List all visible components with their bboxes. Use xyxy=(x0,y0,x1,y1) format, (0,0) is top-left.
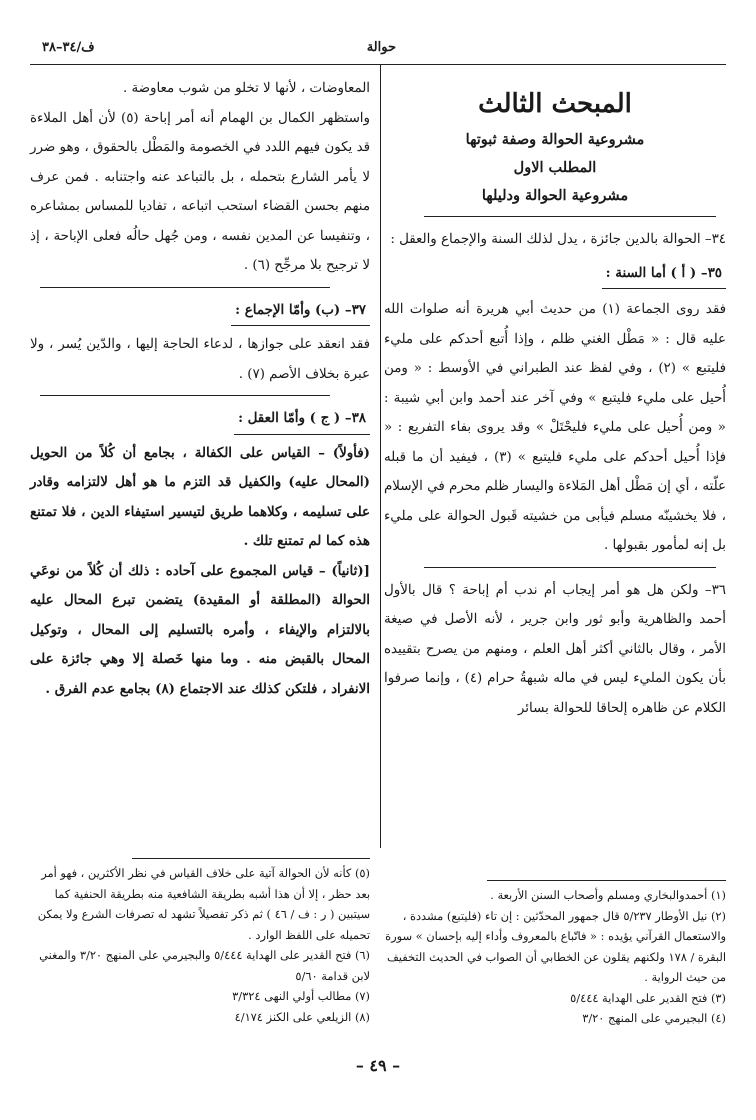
paragraph-37: فقد انعقد على جوازها ، لدعاء الحاجة إليها ، والدّين يُسر ، ولا عبرة بخلاف الأصم (٧) . xyxy=(30,337,370,382)
header-rule xyxy=(30,64,726,65)
page-header xyxy=(30,28,726,58)
footnote-8: (٨) الزيلعي على الكنز ٤/١٧٤ xyxy=(234,1009,370,1024)
footnote-7: (٧) مطالب أولي النهى ٣/٣٢٤ xyxy=(232,989,370,1003)
header-title: حوالة xyxy=(366,40,396,55)
column-divider xyxy=(380,64,381,848)
paragraph-rule xyxy=(40,395,330,396)
heading-rule xyxy=(424,216,716,217)
heading-reason: ٣٨– ( ج ) وأمّا العقل : xyxy=(234,404,370,435)
heading-sunnah: ٣٥– ( أ ) أما السنة : xyxy=(602,259,726,290)
footnote-3: (٣) فتح القدير على الهداية ٥/٤٤٤ xyxy=(570,990,726,1005)
paragraph-36: ٣٦– ولكن هل هو أمر إيجاب أم ندب أم إباحة ؟ قال بالأول أحمد والظاهرية وأبو ثور وابن جرير ، لأنه الأصل في صيغة الأمر ، وقال بالثاني أكثر أهل العلم ، ومنهم من يصرح بتقييده بأن يكون المليء ليس في ماله شبهةُ حرام (٤) ، وإنما صرفوا الكلام عن ظاهره إلحاقا للحوالة بسائر xyxy=(384,582,726,716)
footnote-5: (٥) كأنه لأن الحوالة آتية على خلاف القياس في نظر الأكثرين ، فهو أمر بعد حظر ، إلا أن هذا أشبه بطريقة الشافعية منه بطريقة الحنفية كما سيتبين ( ر : ف / ٤٦ ) ثم ذكر تفصيلاً تشهد له تصرفات الشرع ولا يمكن تحميله على اللفظ الوارد . xyxy=(37,866,370,942)
paragraph-35: فقد روى الجماعة (١) من حديث أبي هريرة أنه صلوات الله عليه قال : « مَطْل الغني ظلم ، وإذا أُتبع أحدكم على مليء فليتبع » (٢) ، وفي لفظ عند الطبراني في الأوسط : « ومن أُحيل على مليء فليتبع » وفي آخر عند أحمد وابن أبي شيبة : « ومن أُحيل على مليء فليحْتَلْ » وقد يروى بفاء التفريع : « فإذا أُحيل أحدكم على مليء فليتبع » (٣) ، فيفيد أن ما قبله علّته ، أي إن مَطْل أهل المَلاءة واليسار ظلم محرم في الإسلام ، فلا يخشينّه مسلم فيأبى من خشيته قَبول الحوالة على مليء بل إنه لمأمور بقبولها . xyxy=(384,302,727,553)
section-title: المبحث الثالث xyxy=(478,89,632,119)
paragraph-34: ٣٤– الحوالة بالدين جائزة ، يدل لذلك السنة والإجماع والعقل : xyxy=(390,232,726,247)
footnote-4: (٤) البجيرمي على المنهج ٣/٢٠ xyxy=(582,1011,726,1025)
footnotes-left xyxy=(30,858,370,1027)
heading-evidence: مشروعية الحوالة ودليلها xyxy=(481,187,629,204)
heading-legitimacy: مشروعية الحوالة وصفة ثبوتها xyxy=(465,131,645,148)
footnote-2: (٢) نيل الأوطار ٥/٢٣٧ قال جمهور المحدّثين : إن تاء (فليتبع) مشددة ، والاستعمال القرآني يؤيده : « فاتّباع بالمعروف وأداء إليه بإحسان » سورة البقرة / ١٧٨ ولكنهم يقلون عن الخطابي أن الصواب في الحديث التخفيف من حيث الرواية . xyxy=(385,908,726,984)
footnote-rule xyxy=(132,858,370,859)
paragraph-continued: المعاوضات ، لأنها لا تخلو من شوب معاوضة . xyxy=(122,81,370,96)
paragraph-rule xyxy=(40,287,330,288)
paragraph-kamal: واستظهر الكمال بن الهمام أنه أمر إباحة (٥) لأن أهل الملاءة قد يكون فيهم اللدد في الخصومة والمَطْل بالحقوق ، وهو ضرر لا يأمر الشارع بتحمله ، بل بالتباعد عنه واجتنابه . فمن عرف منهم بحسن القضاء استحب اتباعه ، تفاديا للمساس بمشاعره ، وتنفيسا عن المدين نفسه ، ومن جُهل حالُه فعلى الإباحة ، إذ لا ترجيح بلا مرجِّح (٦) . xyxy=(30,110,370,273)
header-code: ف/٣٤–٣٨ xyxy=(42,40,95,55)
paragraph-38-second: [(ثانياً) – قياس المجموع على آحاده : ذلك أن كُلاً من نوعَي الحوالة (المطلقة أو المقيدة) يتضمن تبرع المحال عليه بالالتزام والإيفاء ، وأمره بالتسليم إلى المحال ، وتوكيل المحال بالقبض منه . وما منها خَصلة إلا وهي جائزة على الانفراد ، فلتكن كذلك عند الاجتماع (٨) بجامع عدم الفرق . xyxy=(30,562,370,697)
right-column xyxy=(384,74,726,723)
footnote-rule xyxy=(487,880,726,881)
footnote-6: (٦) فتح القدير على الهداية ٥/٤٤٤ والبجيرمي على المنهج ٣/٢٠ والمغني لابن قدامة ٥/٦٠ xyxy=(39,948,370,983)
paragraph-38-first: (فأولاً) – القياس على الكفالة ، بجامع أن كُلاً من الحويل (المحال عليه) والكفيل قد التزم ما هو أهل لالتزامه وقادر على تسليمه ، وكلاهما طريق لتيسير استيفاء الدين ، فلا تمتنع هذه كما لم تمتنع تلك . xyxy=(30,444,370,549)
footnote-1: (١) أحمدوالبخاري ومسلم وأصحاب السنن الأربعة . xyxy=(490,888,726,902)
paragraph-rule xyxy=(424,567,716,568)
left-column xyxy=(30,74,370,704)
page-number: – ٤٩ – xyxy=(355,1056,401,1075)
footnotes-right xyxy=(384,880,726,1029)
heading-first-requirement: المطلب الاول xyxy=(513,159,597,176)
heading-consensus: ٣٧– (ب) وأمّا الإجماع : xyxy=(231,296,370,327)
